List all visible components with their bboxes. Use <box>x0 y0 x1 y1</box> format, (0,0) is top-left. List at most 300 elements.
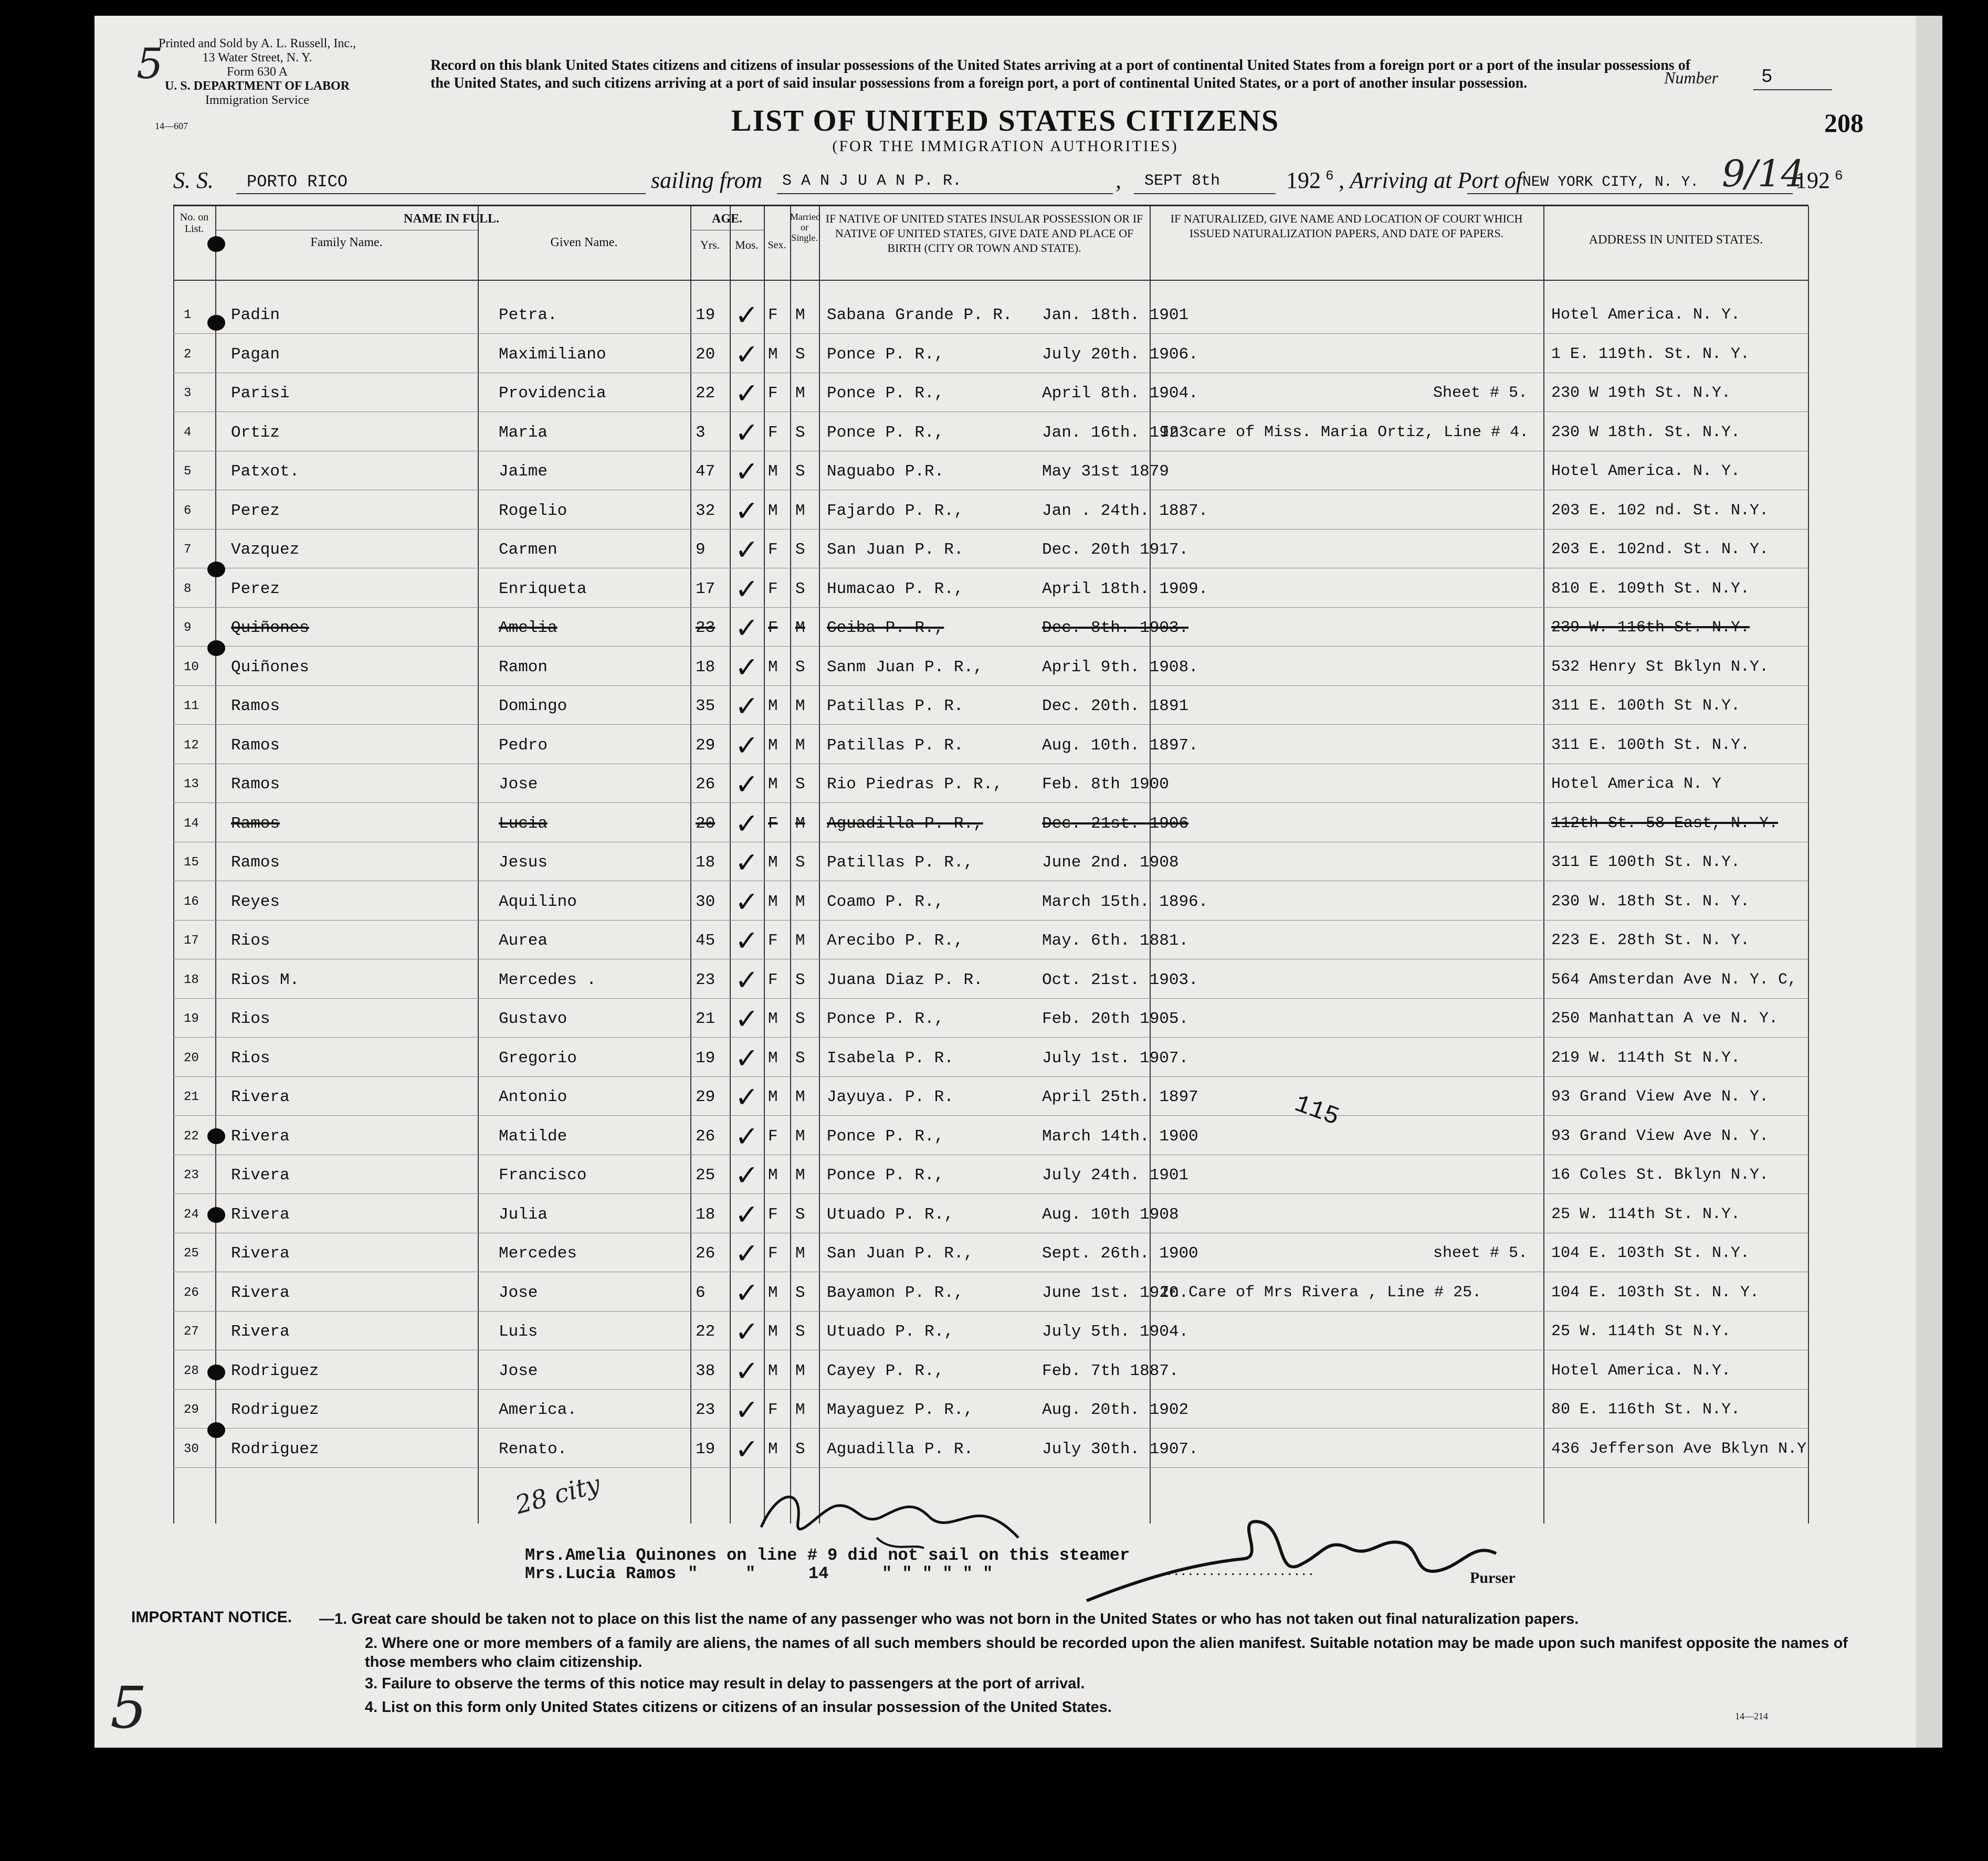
birth-place: Naguabo P.R. <box>827 462 944 481</box>
family-name: Ramos <box>231 697 280 715</box>
sex: M <box>768 345 778 364</box>
address: 250 Manhattan A ve N. Y. <box>1551 1010 1779 1028</box>
address: 203 E. 102nd. St. N. Y. <box>1551 541 1769 558</box>
check-mark-icon: ✓ <box>735 416 759 449</box>
address: Hotel America. N.Y. <box>1551 1361 1731 1380</box>
birth-date: Dec. 20th 1917. <box>1042 541 1189 559</box>
check-mark-icon: ✓ <box>735 768 759 801</box>
check-mark-icon: ✓ <box>735 611 759 644</box>
check-mark-icon: ✓ <box>735 1432 759 1466</box>
address: 311 E. 100th St. N.Y. <box>1551 736 1750 754</box>
birth-date: May. 6th. 1881. <box>1042 932 1189 950</box>
row-number: 15 <box>184 855 199 870</box>
address: 230 W. 18th St. N. Y. <box>1551 892 1750 911</box>
punch-hole <box>207 640 225 656</box>
sex: F <box>768 1401 778 1419</box>
age-years: 17 <box>696 579 716 598</box>
birth-place: Sabana Grande P. R. <box>827 306 1013 324</box>
given-name: Jose <box>499 1361 538 1380</box>
marital-status: S <box>795 658 805 676</box>
check-mark-icon: ✓ <box>735 807 759 840</box>
birth-place: Fajardo P. R., <box>827 501 964 520</box>
family-name: Rivera <box>231 1323 290 1341</box>
col-header-given: Given Name. <box>550 236 618 249</box>
given-name: Maria <box>499 423 548 442</box>
purser-label: Purser <box>1470 1569 1516 1587</box>
row-number: 23 <box>184 1168 199 1182</box>
birth-date: March 14th. 1900 <box>1042 1127 1198 1146</box>
birth-date: Aug. 20th. 1902 <box>1042 1401 1189 1419</box>
check-mark-icon: ✓ <box>735 533 759 566</box>
given-name: Pedro <box>499 736 548 755</box>
age-years: 23 <box>696 1401 716 1419</box>
birth-date: Feb. 20th 1905. <box>1042 1010 1189 1028</box>
col-header-married: Married or Single. <box>790 212 821 243</box>
check-mark-icon: ✓ <box>735 1315 759 1348</box>
given-name: Lucia <box>499 814 548 833</box>
address: 239 W. 116th St. N.Y. <box>1551 619 1750 637</box>
birth-place: Coamo P. R., <box>827 892 944 911</box>
birth-place: Sanm Juan P. R., <box>827 658 983 676</box>
row-number: 7 <box>184 543 192 557</box>
age-years: 20 <box>696 814 716 833</box>
birth-date: Dec. 8th. 1903. <box>1042 619 1189 637</box>
birth-place: Ponce P. R., <box>827 1166 944 1185</box>
age-years: 21 <box>696 1010 716 1028</box>
col-header-name: NAME IN FULL. <box>403 212 499 226</box>
age-years: 22 <box>696 1323 716 1341</box>
check-mark-icon: ✓ <box>735 377 759 410</box>
birth-date: June 2nd. 1908 <box>1042 853 1179 872</box>
check-mark-icon: ✓ <box>735 885 759 918</box>
family-name: Ramos <box>231 775 280 794</box>
col-header-naturalized: IF NATURALIZED, GIVE NAME AND LOCATION OF COURT WHICH ISSUED NATURALIZATION PAPERS, AND DATE OF PAPERS. <box>1170 212 1523 240</box>
sex: M <box>768 658 778 676</box>
given-name: Aurea <box>499 932 548 950</box>
given-name: Ramon <box>499 658 548 676</box>
row-number: 1 <box>184 308 192 322</box>
arrival-year-suffix: 6 <box>1835 168 1843 184</box>
check-mark-icon: ✓ <box>735 1041 759 1075</box>
number-label: Number <box>1664 68 1719 87</box>
record-instructions: Record on this blank United States citizens and citizens of insular possessions of the United States arriving at a port of continental United States from a foreign port or a port of the insular possessions of the United States, and such citizens arriving at a port of said insular possessions from a foreign port, a port of continental United States, or a port of another insular possession. <box>430 57 1691 91</box>
notice-item-4: 4. List on this form only United States citizens or citizens of an insular possession of the United States. <box>365 1699 1112 1716</box>
check-mark-icon: ✓ <box>735 1276 759 1309</box>
naturalization-note: sheet # 5. <box>1433 1244 1528 1262</box>
margin-handwritten-mark: 5 <box>136 39 163 88</box>
family-name: Rios M. <box>231 970 300 989</box>
birth-date: July 1st. 1907. <box>1042 1049 1189 1067</box>
address: 230 W 19th St. N.Y. <box>1551 384 1731 402</box>
marital-status: M <box>795 1166 805 1185</box>
naturalization-note: In care of Miss. Maria Ortiz, Line # 4. <box>1160 423 1529 441</box>
marital-status: S <box>795 1440 805 1458</box>
birth-date: Jan. 18th. 1901 <box>1042 306 1189 324</box>
given-name: Mercedes <box>499 1244 577 1263</box>
row-number: 18 <box>184 972 199 987</box>
check-mark-icon: ✓ <box>735 924 759 957</box>
birth-place: Juana Diaz P. R. <box>827 970 983 989</box>
marital-status: S <box>795 970 805 989</box>
sex: M <box>768 697 778 715</box>
page-subtitle: (FOR THE IMMIGRATION AUTHORITIES) <box>832 138 1179 155</box>
age-years: 20 <box>696 345 716 364</box>
address: 311 E. 100th St N.Y. <box>1551 697 1741 715</box>
birth-place: Bayamon P. R., <box>827 1283 964 1302</box>
punch-hole <box>207 236 225 252</box>
sex: F <box>768 1127 778 1146</box>
check-mark-icon: ✓ <box>735 1159 759 1192</box>
birth-place: Ceiba P. R., <box>827 619 944 637</box>
marital-status: M <box>795 736 805 755</box>
address: 112th St. 58 East, N. Y. <box>1551 814 1779 832</box>
birth-place: Rio Piedras P. R., <box>827 775 1003 794</box>
age-years: 18 <box>696 853 716 872</box>
arriving-label: , Arriving at Port of <box>1339 167 1522 193</box>
punch-hole <box>207 1128 225 1144</box>
row-number: 30 <box>184 1442 199 1456</box>
family-name: Rios <box>231 932 270 950</box>
given-name: Aquilino <box>499 892 577 911</box>
marital-status: M <box>795 1401 805 1419</box>
age-years: 18 <box>696 1205 716 1224</box>
address: 1 E. 119th. St. N. Y. <box>1551 345 1750 363</box>
sex: F <box>768 814 778 833</box>
family-name: Rodriguez <box>231 1401 319 1419</box>
sailing-date: SEPT 8th <box>1144 172 1221 190</box>
check-mark-icon: ✓ <box>735 572 759 606</box>
address: 80 E. 116th St. N.Y. <box>1551 1401 1741 1419</box>
age-years: 3 <box>696 423 706 442</box>
address: 311 E 100th St. N.Y. <box>1551 853 1741 871</box>
marital-status: S <box>795 775 805 794</box>
row-number: 21 <box>184 1090 199 1104</box>
marital-status: S <box>795 1010 805 1028</box>
address: 93 Grand View Ave N. Y. <box>1551 1088 1769 1106</box>
age-years: 45 <box>696 932 716 950</box>
check-mark-icon: ✓ <box>735 1119 759 1153</box>
sex: M <box>768 462 778 481</box>
address: 25 W. 114th St. N.Y. <box>1551 1205 1741 1223</box>
birth-place: Ponce P. R., <box>827 345 944 364</box>
marital-status: M <box>795 814 805 833</box>
family-name: Rios <box>231 1010 270 1028</box>
given-name: Gregorio <box>499 1049 577 1067</box>
row-number: 10 <box>184 660 199 674</box>
age-years: 32 <box>696 501 716 520</box>
footnote-line-2-line: 14 <box>808 1564 829 1583</box>
footnote-ditto-1: " <box>688 1564 698 1583</box>
birth-place: Patillas P. R., <box>827 853 974 872</box>
family-name: Rivera <box>231 1127 290 1146</box>
given-name: Luis <box>499 1323 538 1341</box>
family-name: Perez <box>231 501 280 520</box>
row-number: 19 <box>184 1012 199 1026</box>
age-years: 26 <box>696 775 716 794</box>
given-name: Antonio <box>499 1088 567 1106</box>
sex: F <box>768 619 778 637</box>
marital-status: S <box>795 1323 805 1341</box>
address: 230 W 18th. St. N.Y. <box>1551 423 1741 441</box>
marital-status: M <box>795 697 805 715</box>
age-years: 26 <box>696 1244 716 1263</box>
family-name: Rivera <box>231 1205 290 1224</box>
birth-date: Aug. 10th. 1897. <box>1042 736 1198 755</box>
birth-place: Mayaguez P. R., <box>827 1401 974 1419</box>
family-name: Patxot. <box>231 462 300 481</box>
family-name: Rodriguez <box>231 1440 319 1458</box>
marital-status: M <box>795 306 805 324</box>
row-number: 16 <box>184 894 199 909</box>
sex: F <box>768 306 778 324</box>
birth-place: Jayuya. P. R. <box>827 1088 954 1106</box>
family-name: Perez <box>231 579 280 598</box>
sex: M <box>768 1049 778 1067</box>
given-name: Domingo <box>499 697 567 715</box>
row-number: 6 <box>184 503 192 518</box>
col-header-address: ADDRESS IN UNITED STATES. <box>1589 233 1763 247</box>
handwritten-count: 28 city <box>512 1469 604 1520</box>
family-name: Ortiz <box>231 423 280 442</box>
birth-date: April 8th. 1904. <box>1042 384 1198 403</box>
col-header-birth: IF NATIVE OF UNITED STATES INSULAR POSSESSION OR IF NATIVE OF UNITED STATES, GIVE DATE AND PLACE OF BIRTH (CITY OR TOWN AND STATE). <box>825 212 1143 255</box>
printer-line: U. S. DEPARTMENT OF LABOR <box>164 79 350 93</box>
given-name: Providencia <box>499 384 606 403</box>
footnote-line-1: Mrs.Amelia Quinones on line # 9 did not sail on this steamer <box>525 1546 1130 1565</box>
printer-line: Immigration Service <box>205 93 309 107</box>
address: 564 Amsterdan Ave N. Y. C, <box>1551 970 1797 989</box>
sailing-year-suffix: 6 <box>1326 168 1334 184</box>
sex: M <box>768 501 778 520</box>
sex: F <box>768 1244 778 1263</box>
row-number: 25 <box>184 1246 199 1261</box>
row-number: 4 <box>184 425 192 440</box>
marital-status: S <box>795 423 805 442</box>
punch-hole <box>207 1207 225 1223</box>
sex: M <box>768 736 778 755</box>
address: 532 Henry St Bklyn N.Y. <box>1551 658 1769 676</box>
marital-status: M <box>795 892 805 911</box>
port-from: S A N J U A N P. R. <box>782 172 962 190</box>
margin-handwritten-mark-bottom: 5 <box>110 1674 147 1741</box>
given-name: Francisco <box>499 1166 587 1185</box>
row-number: 17 <box>184 934 199 948</box>
birth-date: May 31st 1879 <box>1042 462 1169 481</box>
page-title: LIST OF UNITED STATES CITIZENS <box>731 103 1280 138</box>
birth-date: April 25th. 1897 <box>1042 1088 1198 1106</box>
check-mark-icon: ✓ <box>735 1354 759 1388</box>
given-name: Enriqueta <box>499 579 587 598</box>
birth-place: San Juan P. R., <box>827 1244 974 1263</box>
age-years: 22 <box>696 384 716 403</box>
age-years: 29 <box>696 736 716 755</box>
given-name: Mercedes . <box>499 970 597 989</box>
address: Hotel America N. Y <box>1551 775 1722 793</box>
address: 219 W. 114th St N.Y. <box>1551 1049 1741 1067</box>
birth-place: Ponce P. R., <box>827 1010 944 1028</box>
sex: M <box>768 1361 778 1380</box>
address: Hotel America. N. Y. <box>1551 462 1741 480</box>
birth-place: Ponce P. R., <box>827 423 944 442</box>
check-mark-icon: ✓ <box>735 337 759 371</box>
sex: F <box>768 932 778 950</box>
birth-place: Aguadilla P. R. <box>827 1440 974 1458</box>
col-header-sex: Sex. <box>767 239 786 251</box>
marital-status: M <box>795 1244 805 1263</box>
family-name: Rivera <box>231 1283 290 1302</box>
age-years: 6 <box>696 1283 706 1302</box>
birth-date: July 24th. 1901 <box>1042 1166 1189 1185</box>
family-name: Padin <box>231 306 280 324</box>
birth-place: San Juan P. R. <box>827 541 964 559</box>
row-number: 22 <box>184 1129 199 1144</box>
row-number: 12 <box>184 738 199 753</box>
birth-date: Dec. 20th. 1891 <box>1042 697 1189 715</box>
address: 223 E. 28th St. N. Y. <box>1551 932 1750 949</box>
birth-date: July 5th. 1904. <box>1042 1323 1189 1341</box>
birth-place: Patillas P. R. <box>827 736 964 755</box>
birth-date: July 30th. 1907. <box>1042 1440 1198 1458</box>
marital-status: S <box>795 853 805 872</box>
arrival-year-prefix: 192 <box>1795 167 1830 193</box>
notice-label: IMPORTANT NOTICE. <box>131 1609 292 1626</box>
marital-status: S <box>795 579 805 598</box>
given-name: Maximiliano <box>499 345 606 364</box>
family-name: Ramos <box>231 814 280 833</box>
row-number: 29 <box>184 1403 199 1417</box>
col-header-family: Family Name. <box>310 236 383 249</box>
age-years: 35 <box>696 697 716 715</box>
sex: F <box>768 541 778 559</box>
sex: M <box>768 1283 778 1302</box>
family-name: Vazquez <box>231 541 300 559</box>
birth-place: Ponce P. R., <box>827 1127 944 1146</box>
sex: M <box>768 1166 778 1185</box>
check-mark-icon: ✓ <box>735 963 759 997</box>
punch-hole <box>207 1365 225 1380</box>
address: 25 W. 114th St N.Y. <box>1551 1323 1731 1340</box>
purser-dots: ...................... <box>1160 1561 1316 1579</box>
family-name: Quiñones <box>231 619 309 637</box>
marital-status: M <box>795 932 805 950</box>
check-mark-icon: ✓ <box>735 846 759 879</box>
row-number: 26 <box>184 1285 199 1300</box>
row-number: 8 <box>184 581 192 596</box>
printer-line: 13 Water Street, N. Y. <box>202 51 312 65</box>
address: 104 E. 103th St. N. Y. <box>1551 1283 1760 1302</box>
sex: F <box>768 579 778 598</box>
marital-status: M <box>795 501 805 520</box>
given-name: Rogelio <box>499 501 567 520</box>
marital-status: M <box>795 619 805 637</box>
marital-status: M <box>795 1361 805 1380</box>
marital-status: M <box>795 384 805 403</box>
sex: M <box>768 1323 778 1341</box>
age-years: 23 <box>696 619 716 637</box>
birth-date: Feb. 8th 1900 <box>1042 775 1169 794</box>
family-name: Ramos <box>231 853 280 872</box>
number-value: 5 <box>1761 66 1773 88</box>
birth-date: Dec. 21st. 1906 <box>1042 814 1189 833</box>
row-number: 11 <box>184 699 199 713</box>
birth-date: March 15th. 1896. <box>1042 892 1208 911</box>
naturalization-note: Sheet # 5. <box>1433 384 1528 402</box>
sex: F <box>768 1205 778 1224</box>
address: 16 Coles St. Bklyn N.Y. <box>1551 1166 1769 1184</box>
given-name: Jesus <box>499 853 548 872</box>
check-mark-icon: ✓ <box>735 728 759 762</box>
family-name: Quiñones <box>231 658 309 676</box>
footnote-ditto-marks: " " " " " " <box>882 1564 993 1583</box>
row-number: 20 <box>184 1051 199 1065</box>
row-number: 5 <box>184 464 192 479</box>
notice-item-3: 3. Failure to observe the terms of this notice may result in delay to passengers at the port of arrival. <box>365 1675 1085 1692</box>
printer-imprint <box>147 37 367 108</box>
birth-place: Arecibo P. R., <box>827 932 964 950</box>
marital-status: M <box>795 1088 805 1106</box>
form-code: 14—607 <box>155 121 188 131</box>
age-years: 19 <box>696 1440 716 1458</box>
birth-date: June 1st. 1920. <box>1042 1283 1189 1302</box>
birth-place: Patillas P. R. <box>827 697 964 715</box>
check-mark-icon: ✓ <box>735 650 759 684</box>
family-name: Rivera <box>231 1166 290 1185</box>
check-mark-icon: ✓ <box>735 1393 759 1426</box>
given-name: Amelia <box>499 619 558 637</box>
family-name: Rios <box>231 1049 270 1067</box>
birth-place: Cayey P. R., <box>827 1361 944 1380</box>
row-number: 28 <box>184 1363 199 1378</box>
form-number-bottom: 14—214 <box>1735 1711 1768 1721</box>
check-mark-icon: ✓ <box>735 1081 759 1114</box>
punch-hole <box>207 315 225 331</box>
age-years: 25 <box>696 1166 716 1185</box>
manifest-sheet <box>94 16 1942 1748</box>
age-years: 9 <box>696 541 706 559</box>
row-number: 9 <box>184 621 192 635</box>
family-name: Ramos <box>231 736 280 755</box>
marital-status: M <box>795 1127 805 1146</box>
birth-date: Sept. 26th. 1900 <box>1042 1244 1198 1263</box>
port-to: NEW YORK CITY, N. Y. <box>1522 174 1699 191</box>
printer-line: Printed and Sold by A. L. Russell, Inc., <box>159 37 356 50</box>
row-number: 27 <box>184 1325 199 1339</box>
check-mark-icon: ✓ <box>735 299 759 332</box>
marital-status: S <box>795 1049 805 1067</box>
address: Hotel America. N. Y. <box>1551 306 1741 324</box>
address: 104 E. 103th St. N.Y. <box>1551 1244 1750 1262</box>
sex: F <box>768 423 778 442</box>
birth-date: Jan. 16th. 1923 <box>1042 423 1189 442</box>
punch-hole <box>207 1422 225 1438</box>
age-years: 47 <box>696 462 716 481</box>
address: 810 E. 109th St. N.Y. <box>1551 579 1750 598</box>
given-name: Julia <box>499 1205 548 1224</box>
given-name: Matilde <box>499 1127 567 1146</box>
sex: M <box>768 1088 778 1106</box>
given-name: America. <box>499 1401 577 1419</box>
birth-place: Ponce P. R., <box>827 384 944 403</box>
signature-purser <box>1076 1506 1549 1614</box>
marital-status: S <box>795 1205 805 1224</box>
row-number: 2 <box>184 347 192 362</box>
sex: M <box>768 853 778 872</box>
age-years: 18 <box>696 658 716 676</box>
sailing-label: sailing from <box>651 167 763 193</box>
sailing-year-prefix: 192 <box>1286 167 1321 193</box>
sex: F <box>768 384 778 403</box>
birth-date: Aug. 10th 1908 <box>1042 1205 1179 1224</box>
